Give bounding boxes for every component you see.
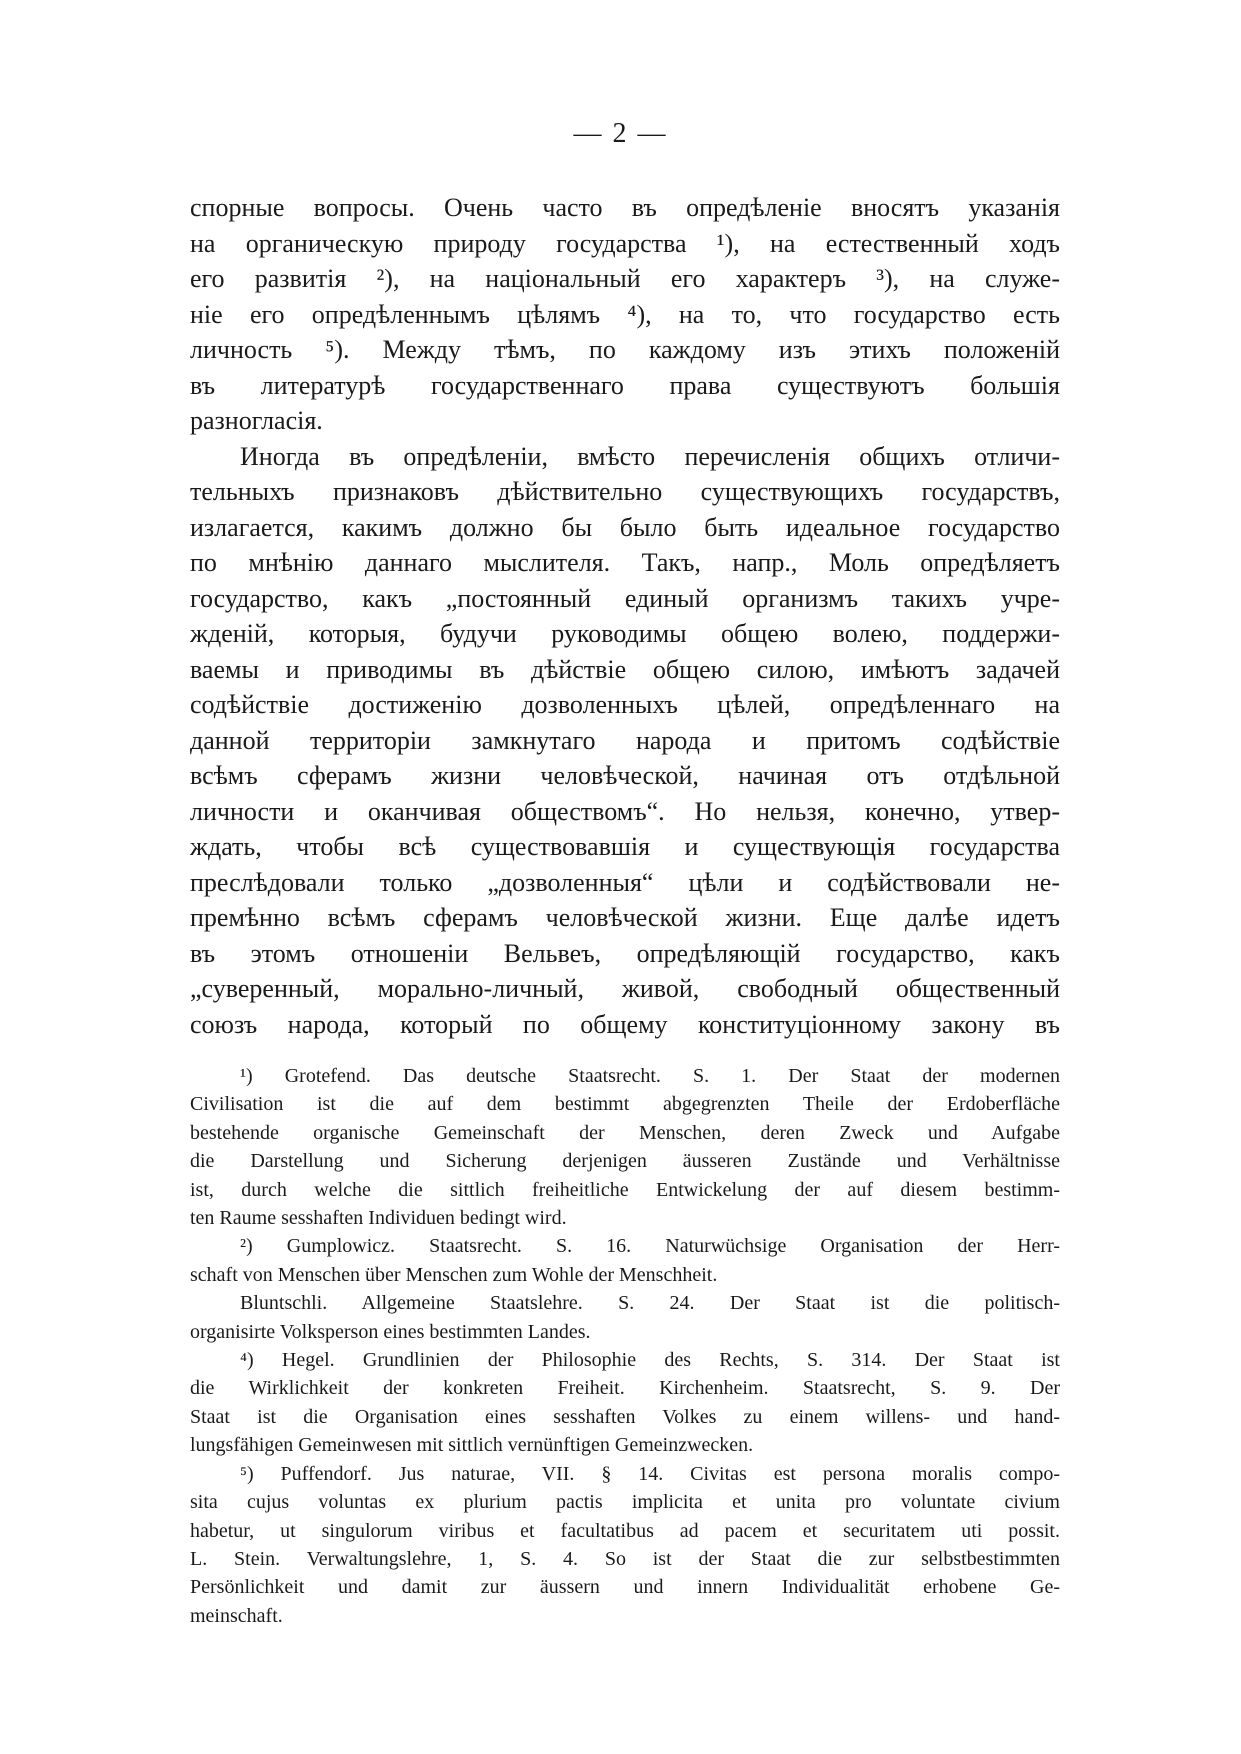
text-line: ваемы и приводимы въ дѣйствіе общею силою, имѣютъ задачей: [190, 654, 1060, 684]
footnote-line: Civilisation ist die auf dem bestimmt abgegrenzten Theile der Erdoberfläche: [190, 1093, 1060, 1116]
text-line: „суверенный, морально-личный, живой, свободный общественный: [190, 974, 1060, 1003]
footnote-line: ²) Gumplowicz. Staatsrecht. S. 16. Naturwüchsige Organisation der Herr-: [240, 1235, 1060, 1258]
text-line: государство, какъ „постоянный единый организмъ такихъ учре-: [190, 583, 1060, 613]
footnote-line: meinschaft.: [190, 1604, 283, 1627]
footnote-line: ⁵) Puffendorf. Jus naturae, VII. § 14. Civitas est persona moralis compo-: [240, 1462, 1060, 1485]
text-line: преслѣдовали только „дозволенныя“ цѣли и содѣйствовали не-: [190, 867, 1060, 897]
footnote-line: die Wirklichkeit der konkreten Freiheit. Kirchenheim. Staatsrecht, S. 9. Der: [190, 1377, 1060, 1400]
text-line: личности и оканчивая обществомъ“. Но нельзя, конечно, утвер-: [190, 796, 1060, 826]
text-line: на органическую природу государства ¹), на естественный ходъ: [190, 228, 1060, 258]
footnote-line: ¹) Grotefend. Das deutsche Staatsrecht. S. 1. Der Staat der modernen: [240, 1065, 1060, 1087]
text-line: по мнѣнію даннаго мыслителя. Такъ, напр., Моль опредѣляетъ: [190, 548, 1060, 577]
footnote-line: ⁴) Hegel. Grundlinien der Philosophie des Rechts, S. 314. Der Staat ist: [240, 1349, 1060, 1372]
text-line: въ литературѣ государственнаго права существуютъ большія: [190, 370, 1060, 400]
text-line: содѣйствіе достиженію дозволенныхъ цѣлей, опредѣленнаго на: [190, 690, 1060, 719]
footnote-line: L. Stein. Verwaltungslehre, 1, S. 4. So ist der Staat die zur selbstbestimmten: [190, 1547, 1060, 1570]
text-line: всѣмъ сферамъ жизни человѣческой, начиная отъ отдѣльной: [190, 761, 1060, 790]
footnote-line: schaft von Menschen über Menschen zum Wohle der Menschheit.: [190, 1263, 718, 1286]
text-line: ждать, чтобы всѣ существовавшія и существующія государства: [190, 832, 1060, 861]
text-line: Иногда въ опредѣленіи, вмѣсто перечисленія общихъ отличи-: [240, 441, 1060, 471]
text-line: ніе его опредѣленнымъ цѣлямъ ⁴), на то, что государство есть: [190, 299, 1060, 329]
footnote-line: Bluntschli. Allgemeine Staatslehre. S. 24. Der Staat ist die politisch-: [240, 1292, 1060, 1315]
text-line: премѣнно всѣмъ сферамъ человѣческой жизни. Еще далѣе идетъ: [190, 903, 1060, 932]
text-line: спорные вопросы. Очень часто въ опредѣленіе вносятъ указанія: [190, 193, 1060, 222]
text-line: разногласія.: [190, 406, 323, 435]
footnote-line: lungsfähigen Gemeinwesen mit sittlich vernünftigen Gemeinzwecken.: [190, 1434, 754, 1457]
footnote-line: bestehende organische Gemeinschaft der Menschen, deren Zweck und Aufgabe: [190, 1121, 1060, 1144]
main-text: [190, 190, 1060, 1042]
footnote-line: sita cujus voluntas ex plurium pactis implicita et unita pro voluntate civium: [190, 1491, 1060, 1514]
footnote-line: organisirte Volksperson eines bestimmten Landes.: [190, 1320, 591, 1343]
text-line: данной территоріи замкнутаго народа и притомъ содѣйствіе: [190, 725, 1060, 755]
footnote-line: ten Raume sesshaften Individuen bedingt wird.: [190, 1207, 567, 1230]
footnote-line: ist, durch welche die sittlich freiheitliche Entwickelung der auf diesem bestimm-: [190, 1178, 1060, 1201]
text-line: въ этомъ отношеніи Вельвеъ, опредѣляющій государство, какъ: [190, 938, 1060, 968]
text-line: его развитія ²), на національный его характеръ ³), на служе-: [190, 264, 1060, 293]
footnote-line: die Darstellung und Sicherung derjenigen äusseren Zustände und Verhältnisse: [190, 1150, 1060, 1173]
text-line: союзъ народа, который по общему конституціонному закону въ: [190, 1009, 1060, 1039]
page-number: — 2 —: [573, 118, 668, 149]
footnote-line: habetur, ut singulorum viribus et facultatibus ad pacem et securitatem uti possit.: [190, 1519, 1060, 1542]
text-line: излагается, какимъ должно бы было быть идеальное государство: [190, 512, 1060, 542]
footnote-line: Staat ist die Organisation eines sesshaften Volkes zu einem willens- und hand-: [190, 1405, 1060, 1428]
footnotes: [190, 1062, 1060, 1630]
text-line: тельныхъ признаковъ дѣйствительно существующихъ государствъ,: [190, 477, 1060, 506]
text-line: личность ⁵). Между тѣмъ, по каждому изъ этихъ положеній: [190, 335, 1060, 364]
text-line: жденій, которыя, будучи руководимы общею волею, поддержи-: [190, 619, 1060, 648]
footnote-line: Persönlichkeit und damit zur äussern und innern Individualität erhobene Ge-: [190, 1576, 1060, 1599]
